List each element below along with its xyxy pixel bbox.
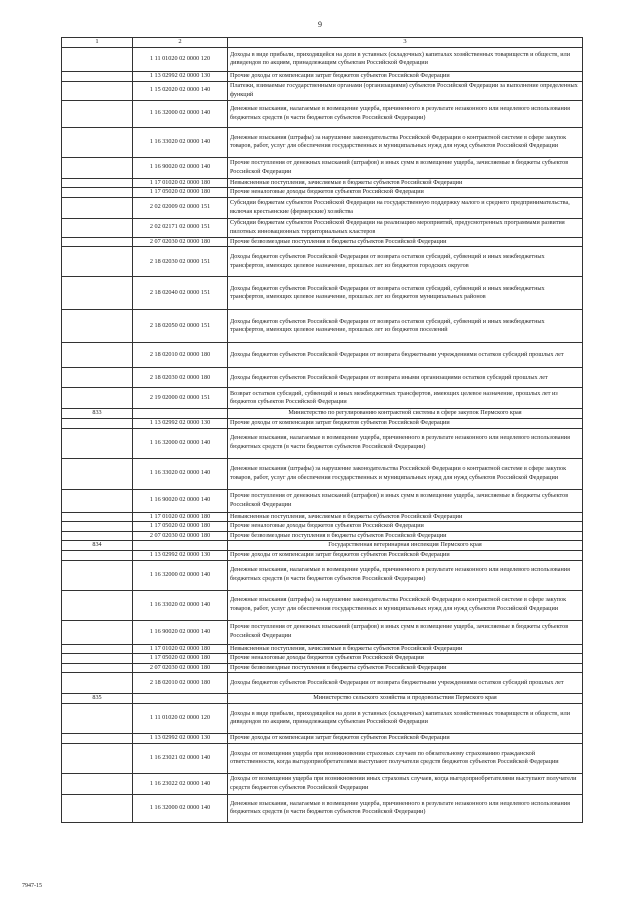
administrator-code-cell: [62, 218, 133, 237]
administrator-code-cell: [62, 157, 133, 178]
budget-code-cell: 1 17 05020 02 0000 180: [133, 654, 228, 664]
administrator-code-cell: [62, 71, 133, 81]
budget-code-cell: 1 17 05020 02 0000 180: [133, 188, 228, 198]
revenue-description-cell: Возврат остатков субсидий, субвенций и иных межбюджетных трансфертов, имеющих целевое назначение, прошлых лет из бюджетов субъектов Российской Федерации: [228, 388, 583, 409]
revenue-description-cell: Доходы от возмещения ущерба при возникновении иных страховых случаев, когда выгодоприобретателями выступают получатели средств бюджетов субъектов Российской Федерации: [228, 773, 583, 794]
administrator-code-cell: [62, 743, 133, 773]
table-row: [62, 237, 583, 247]
budget-code-cell: [133, 541, 228, 551]
table-row: [62, 654, 583, 664]
column-header-1: 1: [62, 38, 133, 48]
administrator-group-row: [62, 694, 583, 704]
administrator-code-cell: [62, 512, 133, 522]
table-row: [62, 560, 583, 590]
table-row: [62, 531, 583, 541]
revenue-description-cell: Доходы бюджетов субъектов Российской Федерации от возврата остатков субсидий, субвенций и иных межбюджетных трансфертов, имеющих целевое назначение, прошлых лет из бюджетов городских округов: [228, 247, 583, 277]
administrator-code-cell: [62, 178, 133, 188]
administrator-code-cell: [62, 237, 133, 247]
table-row: [62, 247, 583, 277]
administrator-code-cell: [62, 773, 133, 794]
administrator-code-cell: [62, 343, 133, 368]
administrator-code-cell: [62, 733, 133, 743]
table-row: [62, 550, 583, 560]
budget-code-cell: 1 17 01020 02 0000 180: [133, 644, 228, 654]
budget-code-cell: 1 11 01020 02 0000 120: [133, 47, 228, 71]
table-row: [62, 794, 583, 822]
budget-code-cell: 1 13 02992 02 0000 130: [133, 550, 228, 560]
administrator-code-cell: [62, 247, 133, 277]
budget-code-cell: 1 16 32000 02 0000 140: [133, 100, 228, 127]
table-row: [62, 178, 583, 188]
revenue-description-cell: Прочие безвозмездные поступления в бюджеты субъектов Российской Федерации: [228, 237, 583, 247]
budget-code-cell: 1 13 02992 02 0000 130: [133, 418, 228, 428]
budget-code-cell: 1 17 01020 02 0000 180: [133, 178, 228, 188]
revenue-description-cell: Субсидии бюджетам субъектов Российской Федерации на государственную поддержку малого и среднего предпринимательства, включая крестьянские (фермерские) хозяйства: [228, 197, 583, 218]
revenue-description-cell: Министерство сельского хозяйства и продовольствия Пермского края: [228, 694, 583, 704]
table-row: [62, 458, 583, 489]
table-row: [62, 188, 583, 198]
revenue-description-cell: Прочие поступления от денежных взысканий (штрафов) и иных сумм в возмещение ущерба, зачисляемые в бюджеты субъектов Российской Федерации: [228, 489, 583, 512]
revenue-description-cell: Прочие неналоговые доходы бюджетов субъектов Российской Федерации: [228, 188, 583, 198]
budget-code-cell: 2 18 02010 02 0000 180: [133, 673, 228, 694]
footer-document-code: 7947-15: [22, 883, 42, 889]
administrator-code-cell: [62, 644, 133, 654]
revenue-description-cell: Денежные взыскания (штрафы) за нарушение законодательства Российской Федерации о контрактной системе в сфере закупок товаров, работ, услуг для обеспечения государственных и муниципальных нужд для нужд субъектов Российской Федерации: [228, 127, 583, 157]
administrator-code-cell: [62, 458, 133, 489]
budget-code-cell: 1 16 90020 02 0000 140: [133, 489, 228, 512]
revenue-description-cell: Прочие доходы от компенсации затрат бюджетов субъектов Российской Федерации: [228, 550, 583, 560]
table-row: [62, 673, 583, 694]
administrator-code-cell: [62, 673, 133, 694]
administrator-code-cell: [62, 590, 133, 620]
revenue-description-cell: Денежные взыскания (штрафы) за нарушение законодательства Российской Федерации о контрактной системе в сфере закупок товаров, работ, услуг для обеспечения государственных и муниципальных нужд для нужд субъектов Российской Федерации: [228, 458, 583, 489]
budget-code-cell: 1 16 23022 02 0000 140: [133, 773, 228, 794]
budget-code-cell: 2 07 02030 02 0000 180: [133, 531, 228, 541]
budget-code-cell: 1 16 33020 02 0000 140: [133, 590, 228, 620]
revenue-description-cell: Доходы бюджетов субъектов Российской Федерации от возврата остатков субсидий, субвенций и иных межбюджетных трансфертов, имеющих целевое назначение, прошлых лет из бюджетов поселений: [228, 310, 583, 343]
budget-code-cell: 1 16 32000 02 0000 140: [133, 560, 228, 590]
table-row: [62, 368, 583, 388]
column-header-3: 3: [228, 38, 583, 48]
administrator-code-cell: [62, 197, 133, 218]
page-number: 9: [318, 20, 322, 29]
administrator-code-cell: [62, 47, 133, 71]
budget-code-cell: 2 18 02040 02 0000 151: [133, 277, 228, 310]
administrator-code-cell: [62, 489, 133, 512]
revenue-description-cell: Платежи, взимаемые государственными органами (организациями) субъектов Российской Федерации за выполнение определенных функций: [228, 81, 583, 100]
administrator-code-cell: 834: [62, 541, 133, 551]
budget-code-cell: 1 16 90020 02 0000 140: [133, 157, 228, 178]
table-row: [62, 663, 583, 673]
administrator-code-cell: 833: [62, 409, 133, 419]
table-row: [62, 218, 583, 237]
table-row: [62, 644, 583, 654]
revenue-description-cell: Прочие доходы от компенсации затрат бюджетов субъектов Российской Федерации: [228, 733, 583, 743]
revenue-description-cell: Министерство по регулированию контрактной системы в сфере закупок Пермского края: [228, 409, 583, 419]
administrator-code-cell: [62, 703, 133, 733]
table-row: [62, 489, 583, 512]
revenue-description-cell: Субсидии бюджетам субъектов Российской Федерации на реализацию мероприятий, предусмотренных программами развития пилотных инновационных территориальных кластеров: [228, 218, 583, 237]
administrator-code-cell: [62, 560, 133, 590]
table-row: [62, 310, 583, 343]
table-row: [62, 71, 583, 81]
table-row: [62, 47, 583, 71]
revenue-description-cell: Невыясненные поступления, зачисляемые в бюджеты субъектов Российской Федерации: [228, 178, 583, 188]
table-row: [62, 197, 583, 218]
table-row: [62, 620, 583, 644]
revenue-description-cell: Доходы бюджетов субъектов Российской Федерации от возврата иными организациями остатков субсидий прошлых лет: [228, 368, 583, 388]
administrator-code-cell: [62, 522, 133, 532]
budget-code-cell: 1 17 01020 02 0000 180: [133, 512, 228, 522]
budget-code-cell: 1 11 01020 02 0000 120: [133, 703, 228, 733]
budget-code-cell: 1 16 32000 02 0000 140: [133, 794, 228, 822]
revenue-description-cell: Прочие безвозмездные поступления в бюджеты субъектов Российской Федерации: [228, 531, 583, 541]
revenue-description-cell: Денежные взыскания, налагаемые в возмещение ущерба, причиненного в результате незаконного или нецелевого использования бюджетных средств (в части бюджетов субъектов Российской Федерации): [228, 100, 583, 127]
administrator-code-cell: [62, 100, 133, 127]
administrator-code-cell: [62, 663, 133, 673]
table-row: [62, 428, 583, 458]
revenue-description-cell: Доходы от возмещения ущерба при возникновении страховых случаев по обязательному страхованию гражданской ответственности, когда выгодоприобретателями выступают получатели средств бюджетов субъектов Российской Федерации: [228, 743, 583, 773]
administrator-group-row: [62, 409, 583, 419]
revenue-description-cell: Невыясненные поступления, зачисляемые в бюджеты субъектов Российской Федерации: [228, 512, 583, 522]
table-row: [62, 343, 583, 368]
budget-code-cell: 1 17 05020 02 0000 180: [133, 522, 228, 532]
table-row: [62, 773, 583, 794]
table-row: [62, 127, 583, 157]
column-header-2: 2: [133, 38, 228, 48]
budget-code-cell: 1 13 02992 02 0000 130: [133, 71, 228, 81]
revenue-description-cell: Доходы бюджетов субъектов Российской Федерации от возврата остатков субсидий, субвенций и иных межбюджетных трансфертов, имеющих целевое назначение, прошлых лет из бюджетов муниципальных районов: [228, 277, 583, 310]
table-row: [62, 388, 583, 409]
administrator-code-cell: [62, 418, 133, 428]
budget-code-cell: [133, 694, 228, 704]
revenue-description-cell: Прочие безвозмездные поступления в бюджеты субъектов Российской Федерации: [228, 663, 583, 673]
revenue-description-cell: Прочие поступления от денежных взысканий (штрафов) и иных сумм в возмещение ущерба, зачисляемые в бюджеты субъектов Российской Федерации: [228, 620, 583, 644]
administrator-code-cell: [62, 794, 133, 822]
administrator-code-cell: [62, 277, 133, 310]
budget-code-cell: 2 18 02030 02 0000 151: [133, 247, 228, 277]
revenue-description-cell: Денежные взыскания, налагаемые в возмещение ущерба, причиненного в результате незаконного или нецелевого использования бюджетных средств (в части бюджетов субъектов Российской Федерации): [228, 428, 583, 458]
administrator-code-cell: [62, 368, 133, 388]
table-row: [62, 277, 583, 310]
revenue-description-cell: Денежные взыскания (штрафы) за нарушение законодательства Российской Федерации о контрактной системе в сфере закупок товаров, работ, услуг для обеспечения государственных и муниципальных нужд для нужд субъектов Российской Федерации: [228, 590, 583, 620]
table-row: [62, 157, 583, 178]
revenue-description-cell: Невыясненные поступления, зачисляемые в бюджеты субъектов Российской Федерации: [228, 644, 583, 654]
budget-code-cell: 2 02 02171 02 0000 151: [133, 218, 228, 237]
budget-code-cell: 1 13 02992 02 0000 130: [133, 733, 228, 743]
budget-code-cell: [133, 409, 228, 419]
administrator-code-cell: [62, 550, 133, 560]
budget-code-cell: 1 16 32000 02 0000 140: [133, 428, 228, 458]
table-row: [62, 743, 583, 773]
budget-code-cell: 2 07 02030 02 0000 180: [133, 237, 228, 247]
revenue-description-cell: Денежные взыскания, налагаемые в возмещение ущерба, причиненного в результате незаконного или нецелевого использования бюджетных средств (в части бюджетов субъектов Российской Федерации): [228, 794, 583, 822]
budget-code-cell: 1 16 90020 02 0000 140: [133, 620, 228, 644]
revenue-description-cell: Прочие поступления от денежных взысканий (штрафов) и иных сумм в возмещение ущерба, зачисляемые в бюджеты субъектов Российской Федерации: [228, 157, 583, 178]
table-row: [62, 100, 583, 127]
revenue-description-cell: Государственная ветеринарная инспекция Пермского края: [228, 541, 583, 551]
administrator-code-cell: [62, 620, 133, 644]
revenue-description-cell: Прочие доходы от компенсации затрат бюджетов субъектов Российской Федерации: [228, 418, 583, 428]
administrator-group-row: [62, 541, 583, 551]
revenue-description-cell: Прочие неналоговые доходы бюджетов субъектов Российской Федерации: [228, 654, 583, 664]
administrator-code-cell: 835: [62, 694, 133, 704]
budget-code-cell: 1 16 33020 02 0000 140: [133, 127, 228, 157]
budget-code-cell: 2 18 02030 02 0000 180: [133, 368, 228, 388]
revenue-description-cell: Доходы бюджетов субъектов Российской Федерации от возврата бюджетными учреждениями остатков субсидий прошлых лет: [228, 673, 583, 694]
revenue-description-cell: Денежные взыскания, налагаемые в возмещение ущерба, причиненного в результате незаконного или нецелевого использования бюджетных средств (в части бюджетов субъектов Российской Федерации): [228, 560, 583, 590]
budget-code-cell: 2 07 02030 02 0000 180: [133, 663, 228, 673]
administrator-code-cell: [62, 310, 133, 343]
revenue-description-cell: Доходы в виде прибыли, приходящейся на доли в уставных (складочных) капиталах хозяйственных товариществ и обществ, или дивидендов по акциям, принадлежащим субъектам Российской Федерации: [228, 47, 583, 71]
revenue-description-cell: Прочие доходы от компенсации затрат бюджетов субъектов Российской Федерации: [228, 71, 583, 81]
budget-code-cell: 1 16 23021 02 0000 140: [133, 743, 228, 773]
revenue-description-cell: Доходы бюджетов субъектов Российской Федерации от возврата бюджетными учреждениями остатков субсидий прошлых лет: [228, 343, 583, 368]
table-row: [62, 703, 583, 733]
table-row: [62, 418, 583, 428]
revenue-description-cell: Прочие неналоговые доходы бюджетов субъектов Российской Федерации: [228, 522, 583, 532]
revenue-description-cell: Доходы в виде прибыли, приходящейся на доли в уставных (складочных) капиталах хозяйственных товариществ и обществ, или дивидендов по акциям, принадлежащим субъектам Российской Федерации: [228, 703, 583, 733]
administrator-code-cell: [62, 127, 133, 157]
table-row: [62, 81, 583, 100]
administrator-code-cell: [62, 81, 133, 100]
budget-code-cell: 2 18 02010 02 0000 180: [133, 343, 228, 368]
budget-code-cell: 1 15 02020 02 0000 140: [133, 81, 228, 100]
budget-code-cell: 2 02 02009 02 0000 151: [133, 197, 228, 218]
administrator-code-cell: [62, 388, 133, 409]
table-row: [62, 590, 583, 620]
budget-code-cell: 2 19 02000 02 0000 151: [133, 388, 228, 409]
administrator-code-cell: [62, 428, 133, 458]
administrator-code-cell: [62, 188, 133, 198]
revenue-codes-table: [61, 37, 583, 823]
budget-code-cell: 2 18 02050 02 0000 151: [133, 310, 228, 343]
table-header-row: [62, 38, 583, 48]
table-row: [62, 733, 583, 743]
administrator-code-cell: [62, 531, 133, 541]
table-row: [62, 512, 583, 522]
administrator-code-cell: [62, 654, 133, 664]
budget-code-cell: 1 16 33020 02 0000 140: [133, 458, 228, 489]
table-row: [62, 522, 583, 532]
